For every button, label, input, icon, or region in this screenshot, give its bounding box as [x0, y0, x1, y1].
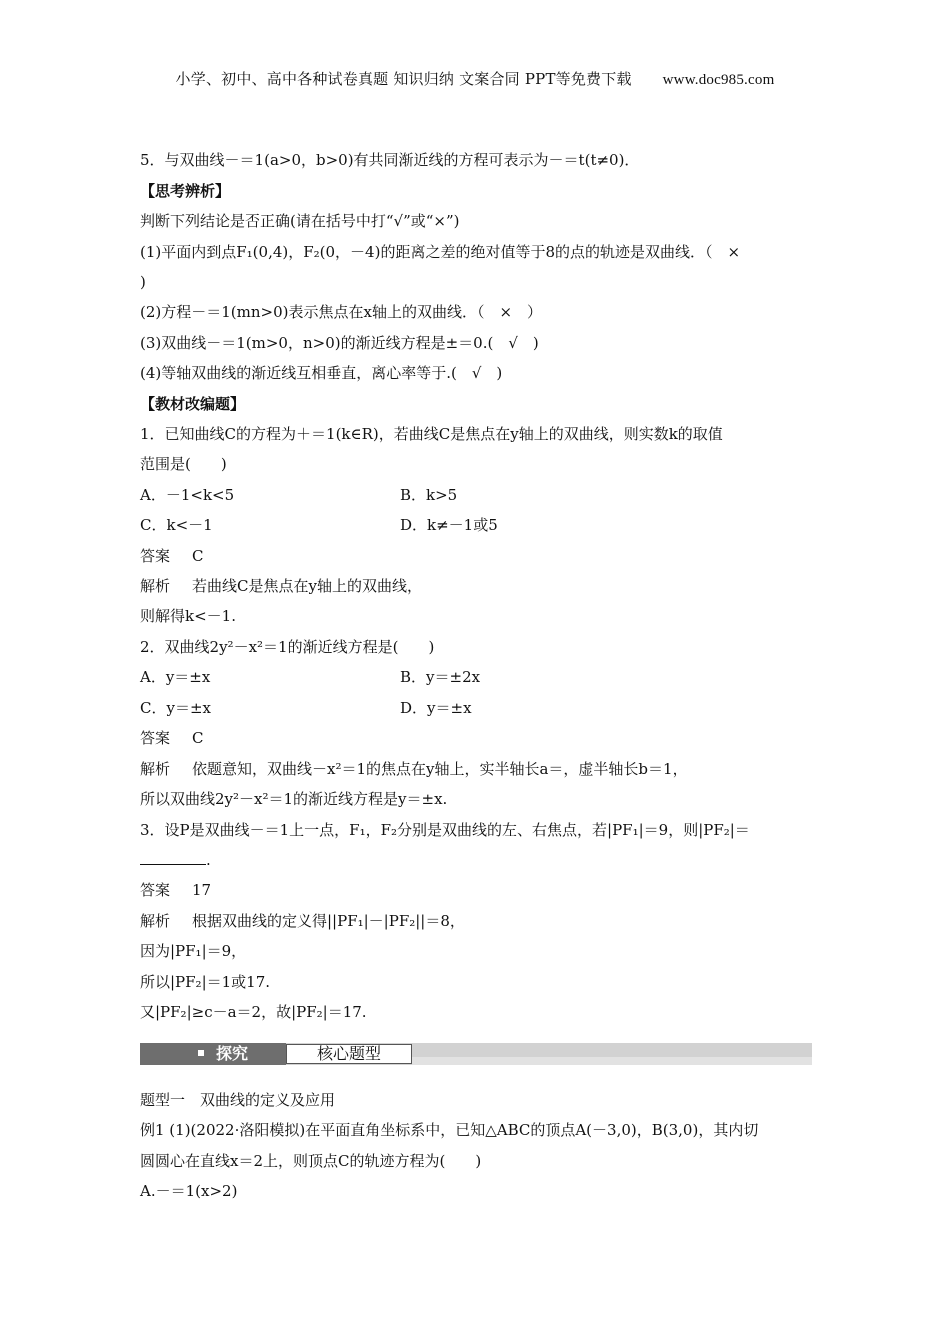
q3-explanation	[140, 911, 812, 931]
banner-label-tab: 核心题型	[286, 1044, 412, 1064]
example-1: 例1 (1)(2022·洛阳模拟)在平面直角坐标系中，已知△ABC的顶点A(－3,0)，B(3,0)，其内切	[140, 1121, 759, 1139]
square-bullet-icon	[198, 1050, 204, 1056]
statement-1: (1)平面内到点F₁(0,4)，F₂(0，－4)的距离之差的绝对值等于8的点的轨迹是双曲线．（ ×	[140, 243, 741, 261]
q2-option-d: D．y＝±x	[400, 699, 472, 717]
question-3: 3．设P是双曲线－＝1上一点，F₁，F₂分别是双曲线的左、右焦点，若|PF₁|＝9，则|PF₂|＝	[140, 821, 750, 839]
example-1-option-a: A.－＝1(x>2)	[140, 1182, 238, 1200]
answer-label: 答案	[140, 547, 171, 565]
q3-explanation-3: 所以|PF₂|＝1或17.	[140, 973, 271, 991]
explanation-label: 解析	[140, 577, 171, 595]
answer-label: 答案	[140, 729, 171, 747]
q3-explanation-2: 因为|PF₁|＝9，	[140, 942, 247, 960]
banner-label-dark	[140, 1043, 286, 1065]
q1-option-b: B．k>5	[400, 486, 458, 504]
question-2: 2．双曲线2y²－x²＝1的渐近线方程是( )	[140, 638, 435, 656]
question-1: 1．已知曲线C的方程为＋＝1(k∈R)，若曲线C是焦点在y轴上的双曲线，则实数k的取值	[140, 425, 723, 443]
statement-3: (3)双曲线－＝1(m>0，n>0)的渐近线方程是±＝0.( √ )	[140, 334, 539, 352]
question-1-cont: 范围是( )	[140, 455, 227, 473]
answer-value: C	[192, 547, 204, 565]
header-site: www.doc985.com	[662, 72, 775, 88]
instruction: 判断下列结论是否正确(请在括号中打“√”或“×”)	[140, 212, 460, 230]
section-title-textbook: 【教材改编题】	[140, 395, 246, 413]
explanation-label: 解析	[140, 760, 171, 778]
q1-explanation	[140, 576, 812, 596]
explanation-text: 依题意知，双曲线－x²＝1的焦点在y轴上，实半轴长a＝，虚半轴长b＝1，	[192, 760, 688, 778]
explanation-label: 解析	[140, 912, 171, 930]
q3-explanation-4: 又|PF₂|≥c－a＝2，故|PF₂|＝17.	[140, 1003, 367, 1021]
q2-option-b: B．y＝±2x	[400, 668, 481, 686]
explanation-text: 若曲线C是焦点在y轴上的双曲线，	[192, 577, 422, 595]
statement-1-cont: )	[140, 273, 146, 291]
answer-label: 答案	[140, 881, 171, 899]
page-header	[0, 68, 950, 89]
answer-blank	[140, 850, 206, 865]
q2-answer	[140, 728, 812, 748]
q1-option-d: D．k≠－1或5	[400, 516, 498, 534]
q2-explanation-cont: 所以双曲线2y²－x²＝1的渐近线方程是y＝±x.	[140, 790, 448, 808]
question-3-cont	[140, 850, 812, 870]
q2-option-a: A．y＝±x	[140, 668, 211, 686]
explanation-text: 根据双曲线的定义得||PF₁|－|PF₂||＝8，	[192, 912, 465, 930]
section-title-thinking: 【思考辨析】	[140, 182, 231, 200]
q1-options-row1	[140, 485, 812, 505]
statement-4: (4)等轴双曲线的渐近线互相垂直，离心率等于.( √ )	[140, 364, 503, 382]
q1-answer	[140, 546, 812, 566]
q2-options-row2	[140, 698, 812, 718]
section-banner	[140, 1043, 812, 1065]
q2-options-row1	[140, 667, 812, 687]
q3-period: .	[206, 851, 211, 869]
topic-title: 题型一 双曲线的定义及应用	[140, 1091, 336, 1109]
q1-explanation-cont: 则解得k<－1.	[140, 607, 236, 625]
q1-option-c: C．k<－1	[140, 516, 213, 534]
answer-value: C	[192, 729, 204, 747]
banner-left-text: 探究	[216, 1044, 249, 1063]
q1-options-row2	[140, 515, 812, 535]
example-1-cont: 圆圆心在直线x＝2上，则顶点C的轨迹方程为( )	[140, 1152, 482, 1170]
banner-strip	[412, 1057, 812, 1065]
q1-option-a: A．－1<k<5	[140, 486, 235, 504]
q2-option-c: C．y＝±x	[140, 699, 211, 717]
paragraph-item-5: 5．与双曲线－＝1(a>0，b>0)有共同渐近线的方程可表示为－＝t(t≠0)．	[140, 151, 640, 169]
q3-answer	[140, 880, 812, 900]
q2-explanation	[140, 759, 812, 779]
answer-value: 17	[192, 881, 212, 899]
header-text: 小学、初中、高中各种试卷真题 知识归纳 文案合同 PPT等免费下载	[175, 70, 632, 88]
statement-2: (2)方程－＝1(mn>0)表示焦点在x轴上的双曲线．（ × ）	[140, 303, 543, 321]
